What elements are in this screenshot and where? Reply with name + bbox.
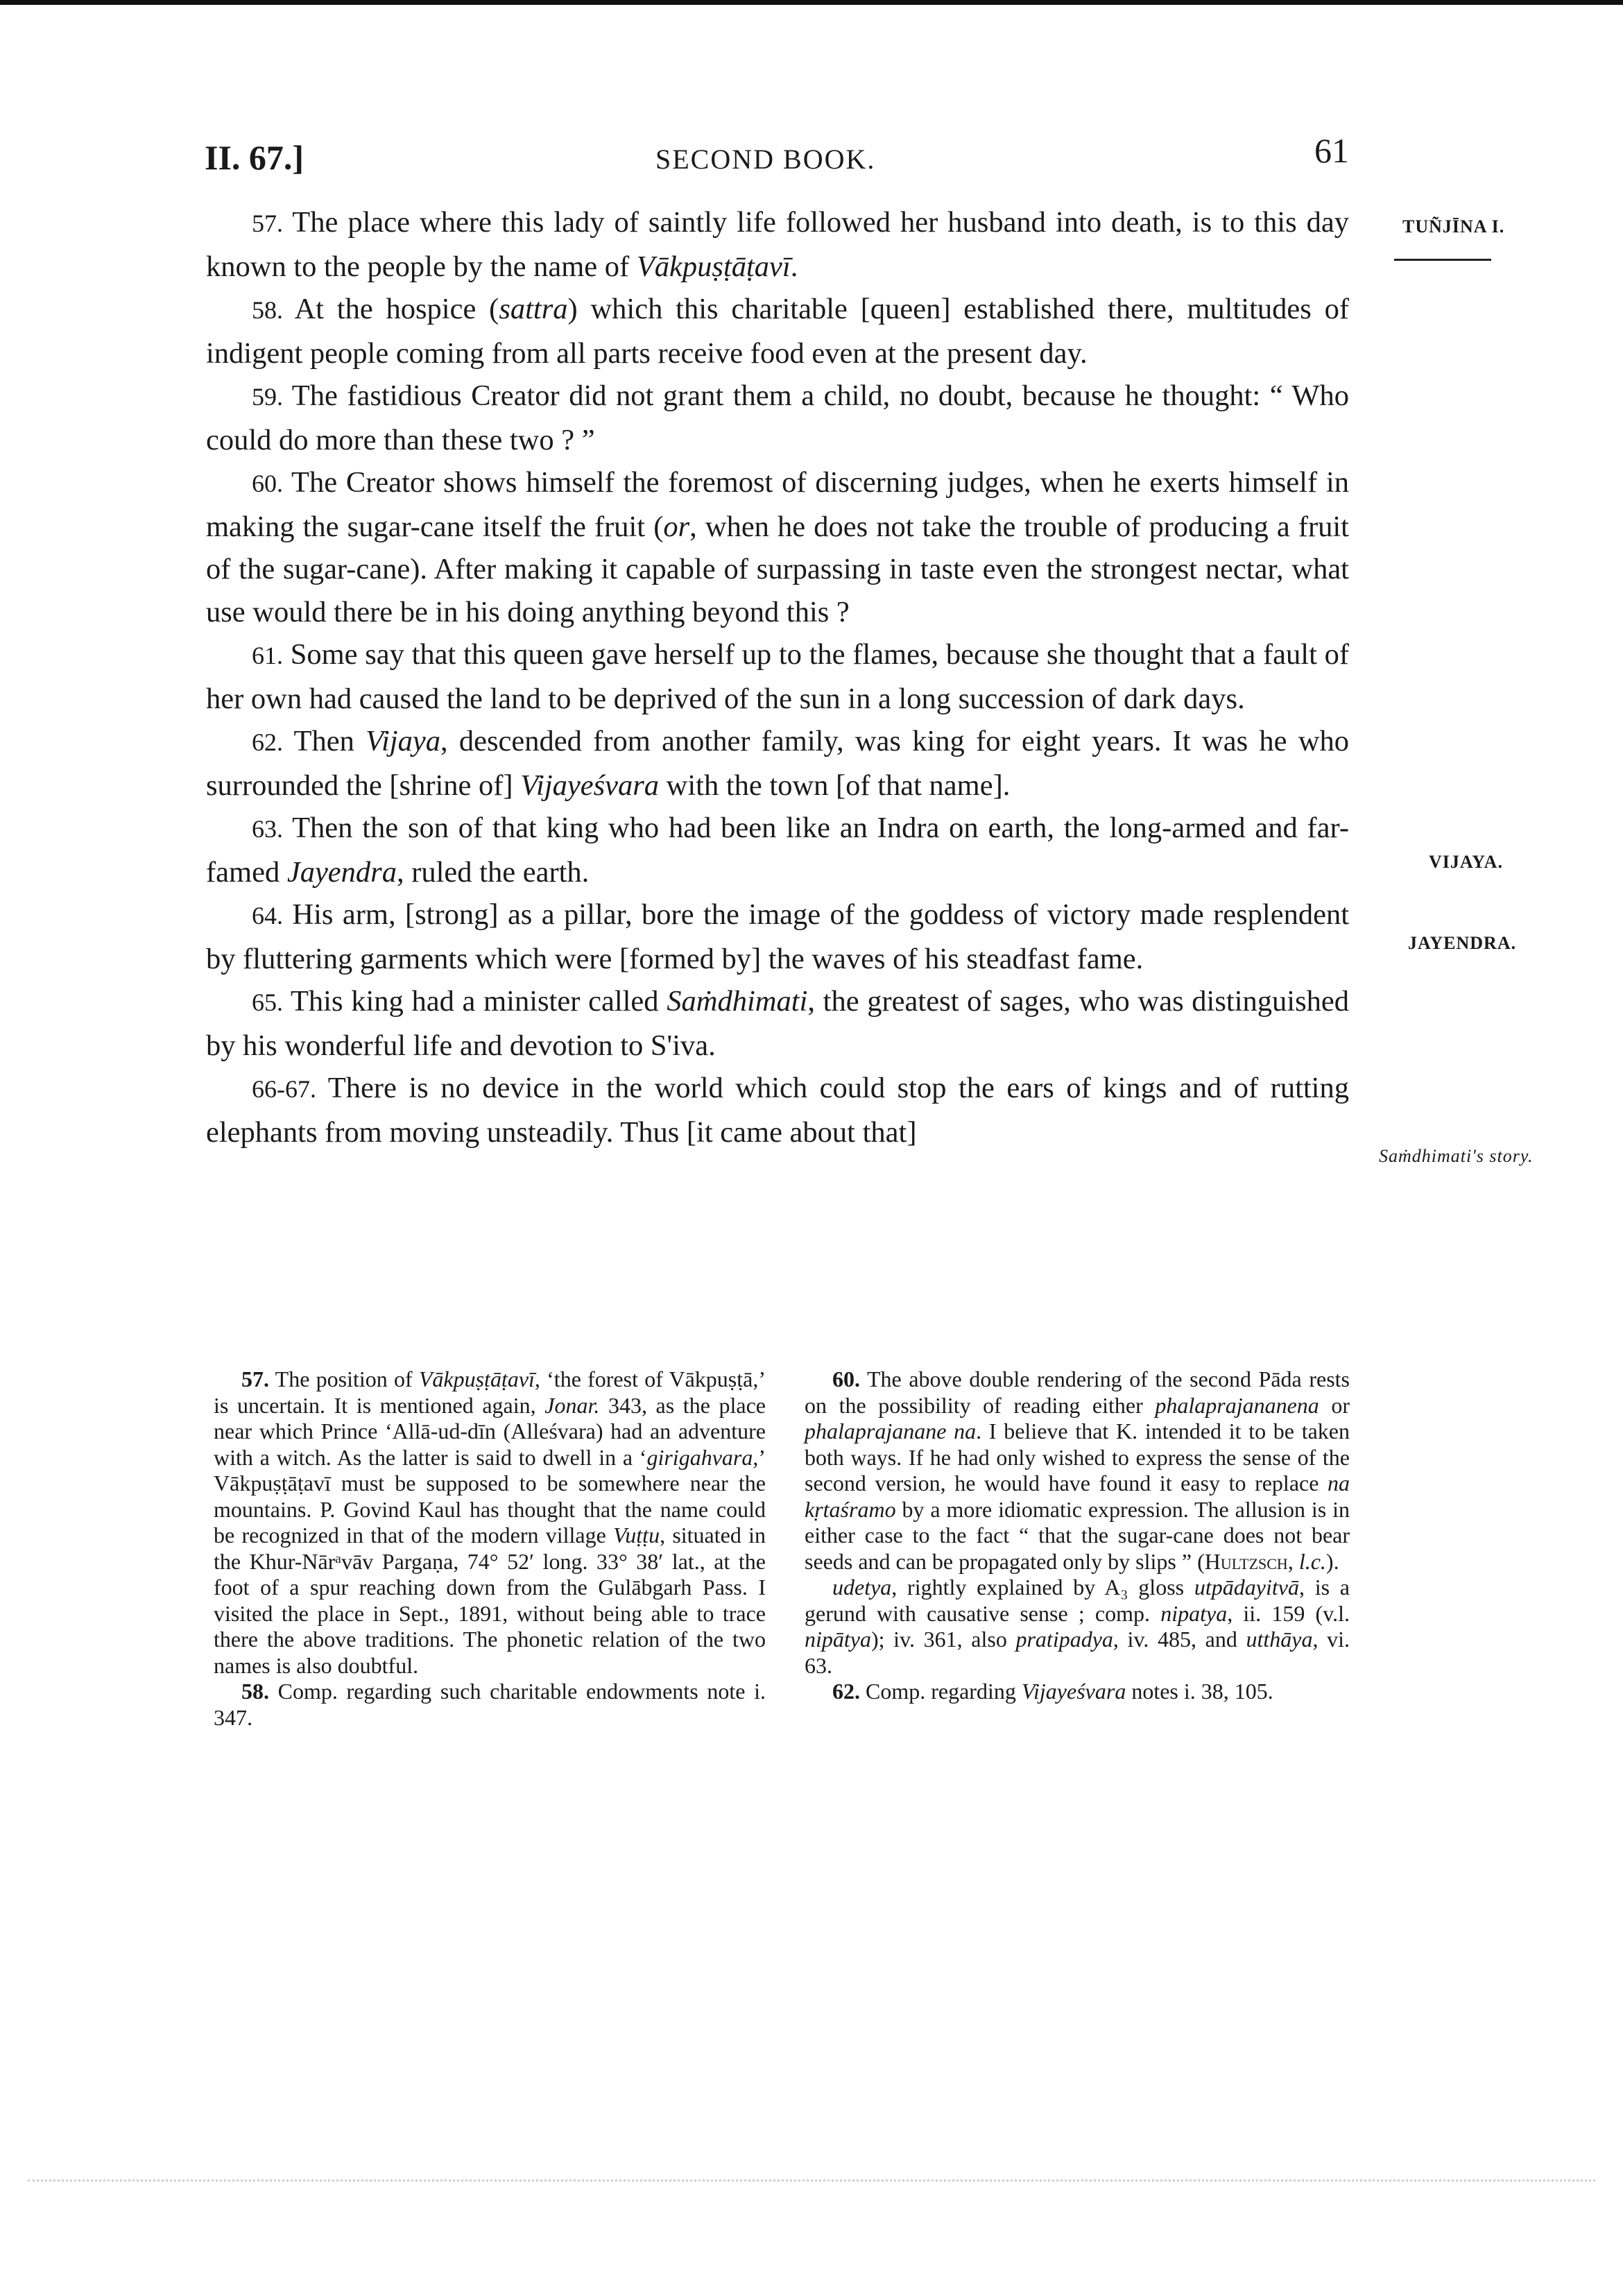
main-text xyxy=(206,201,1349,1154)
verse-58: 58. At the hospice (sattra) which this charitable [queen] established there, multitudes of indigent people coming from all parts receive food even at the present day. xyxy=(206,293,1349,370)
margin-note-jayendra: JAYENDRA. xyxy=(1408,933,1517,953)
footnote-57: 57. The position of Vākpuṣṭāṭavī, ‘the forest of Vākpuṣṭā,’ is uncertain. It is mentioned again, Jonar. 343, as the place near which Prince ‘Allā-ud-dīn (Alleśvara) had an adventure with a witch. As the latter is said to dwell in a ‘girigahvara,’ Vākpuṣṭāṭavī must be supposed to be somewhere near the mountains. P. Govind Kaul has thought that the name could be recognized in that of the modern village Vuṭṭu, situated in the Khur-Nārᵃvāv Pargaṇa, 74° 52′ long. 33° 38′ lat., at the foot of a spur reaching down from the Gulābgarh Pass. I visited the place in Sept., 1891, without being able to trace there the above traditions. The phonetic relation of the two names is also doubtful. xyxy=(214,1367,766,1678)
margin-note-samdhimati: Saṁdhimati's story. xyxy=(1379,1146,1534,1166)
verse-66-67: 66-67. There is no device in the world which could stop the ears of kings and of rutting elephants from moving unsteadily. Thus [it came about that] xyxy=(206,1072,1349,1149)
page-number: 61 xyxy=(1314,131,1349,170)
verse-59: 59. The fastidious Creator did not grant them a child, no doubt, because he thought: “ Who could do more than these two ? ” xyxy=(206,379,1350,456)
margin-rule xyxy=(1394,259,1491,261)
page-header xyxy=(205,130,1349,193)
verse-63: 63. Then the son of that king who had been like an Indra on earth, the long-armed and far-famed Jayendra, ruled the earth. xyxy=(206,812,1349,889)
verse-64: 64. His arm, [strong] as a pillar, bore the image of the goddess of victory made resplendent by fluttering garments which were [formed by] the waves of his steadfast fame. xyxy=(206,898,1349,975)
footnote-60: 60. The above double rendering of the second Pāda rests on the possibility of reading either phalaprajananena or phalaprajanane na. I believe that K. intended it to be taken both ways. If he had only wished to express the sense of the second version, he would have found it easy to replace na kṛtaśramo by a more idiomatic expression. The allusion is in either case to the fact “ that the sugar-cane does not bear seeds and can be propagated only by slips ” (Hultzsch, l.c.). xyxy=(805,1367,1350,1574)
scan-dotted-artifact xyxy=(28,2179,1595,2182)
verse-60: 60. The Creator shows himself the foremost of discerning judges, when he exerts himself in making the sugar-cane itself the fruit (or, when he does not take the trouble of producing a fruit of the sugar-cane). After making it capable of surpassing in taste even the strongest nectar, what use would there be in his doing anything beyond this ? xyxy=(206,466,1350,628)
verse-61: 61. Some say that this queen gave herself up to the flames, because she thought that a fault of her own had caused the land to be deprived of the sun in a long succession of dark days. xyxy=(206,638,1349,715)
verse-62: 62. Then Vijaya, descended from another family, was king for eight years. It was he who surrounded the [shrine of] Vijayeśvara with the town [of that name]. xyxy=(206,725,1350,802)
header-section-ref: II. 67.] xyxy=(205,138,304,177)
footnotes-right-column xyxy=(805,1367,1350,1705)
verse-65: 65. This king had a minister called Saṁdhimati, the greatest of sages, who was distinguished by his wonderful life and devotion to S'iva. xyxy=(206,985,1349,1062)
footnote-60-gloss: udetya, rightly explained by A₃ gloss utpādayitvā, is a gerund with causative sense ; comp. nipatya, ii. 159 (v.l. nipātya); iv. 361, also pratipadya, iv. 485, and utthāya, vi. 63. xyxy=(805,1575,1350,1678)
verse-57: 57. The place where this lady of saintly life followed her husband into death, is to this day known to the people by the name of Vākpuṣṭāṭavī. xyxy=(206,206,1349,283)
footnotes-left-column xyxy=(214,1367,766,1731)
margin-note-vijaya: VIJAYA. xyxy=(1429,852,1503,872)
footnote-58: 58. Comp. regarding such charitable endowments note i. 347. xyxy=(214,1679,766,1730)
top-border-rule xyxy=(0,0,1623,5)
footnote-62: 62. Comp. regarding Vijayeśvara notes i. 38, 105. xyxy=(832,1679,1273,1704)
header-book-title: SECOND BOOK. xyxy=(655,144,876,175)
margin-note-tunjina: TUÑJĪNA I. xyxy=(1402,216,1505,237)
